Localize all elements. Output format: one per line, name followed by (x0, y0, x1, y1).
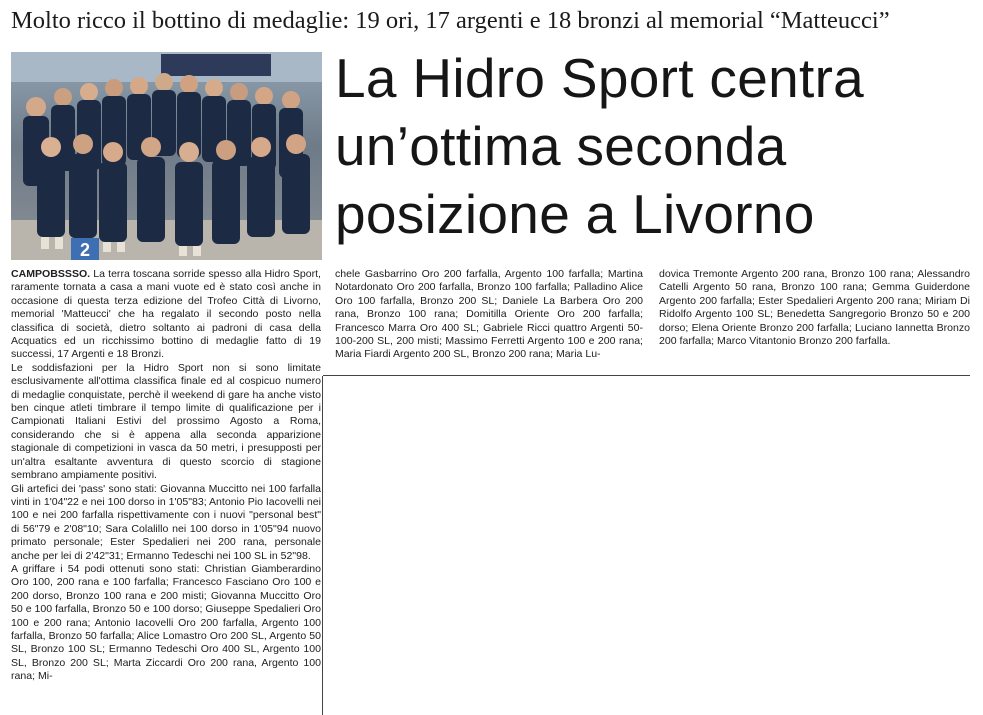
paragraph-continued: dovica Tremonte Argento 200 rana, Bronzo 100 rana; Alessandro Catelli Argento 50 rana, Bronzo 100 rana; Gemma Guiderdone Argento 200 farfalla; Ester Spedalieri Argento 200 rana; Miriam Di Ridolfo Argento 100 SL; Benedetta Sangregorio Bronzo 50 e 200 dorso; Elena Oriente Bronzo 200 farfalla; Luciano Iannetta Bronzo 200 farfalla; Marco Vitantonio Bronzo 200 farfalla. (659, 268, 970, 348)
paragraph-text: La terra toscana sorride spesso alla Hidro Sport, raramente tornata a casa a mani vuote ed è stato così anche in occasione di questa terza edizione del Trofeo Città di Livorno, memorial 'Matteucci' che ha regalato il secondo posto nella classifica di società, dietro soltanto ai padroni di casa della Acquatics ed un ricchissimo bottino di medaglie fatto di 19 successi, 17 Argenti e 18 Bronzi. (11, 268, 321, 361)
paragraph-2: Le soddisfazioni per la Hidro Sport non si sono limitate esclusivamente all'ottima classifica finale ed al cospicuo numero di medaglie conquistate, perchè il weekend di gare ha anche visto ben cinque atleti timbrare il tempo limite di qualificazione per i Campionati Italiani Estivi del prossimo Agosto a Roma, considerando che si è appena alla seconda apparizione stagionale di competizioni in vasca da 50 metri, i presupposti per un'altra esaltante avventura di questo scorcio di stagione sembrano ampiamente positivi. (11, 361, 321, 482)
paragraph-1 (11, 268, 321, 362)
horizontal-rule (323, 375, 970, 376)
paragraph-4: A griffare i 54 podi ottenuti sono stati: Christian Giamberardino Oro 100, 200 rana e 100 farfalla; Francesco Fasciano Oro 100 e 200 dorso, Bronzo 100 rana e 200 misti; Giovanna Muccitto Oro 50 e 100 farfalla, Bronzo 50 e 100 dorso; Giuseppe Spedalieri Oro 100 e 200 rana; Antonio Iacovelli Oro 200 farfalla, Argento 100 farfalla, Bronzo 50 farfalla; Alice Lomastro Oro 200 SL, Argento 50 SL, Bronzo 100 SL; Ermanno Tedeschi Oro 400 SL, Argento 100 SL, Bronzo 200 SL; Marta Ziccardi Oro 200 rana, Argento 100 rana; Mi- (11, 562, 321, 683)
kicker-subtitle: Molto ricco il bottino di medaglie: 19 ori, 17 argenti e 18 bronzi al memorial “Matteucci” (11, 7, 890, 34)
vertical-rule (322, 376, 323, 715)
team-group-photo-icon (11, 52, 322, 260)
dateline: CAMPOBSSSO. (11, 268, 91, 280)
article-column-1 (11, 268, 321, 715)
article-column-3 (659, 268, 970, 348)
podium-number: 2 (79, 240, 91, 260)
article-column-2 (335, 268, 643, 362)
paragraph-3: Gli artefici dei 'pass' sono stati: Giovanna Muccitto nei 100 farfalla vinti in 1'04"22 e nei 100 dorso in 1'05"83; Antonio Pio Iacovelli nei 100 e nei 200 farfalla rispettivamente con i nuovi "personal best" di 56"79 e 2'08"10; Sara Colalillo nei 100 dorso in 1'05"94 nuovo primato personale; Ester Spedalieri nei 200 rana, personale anche per lei di 2'42"31; Ermanno Tedeschi nei 100 SL in 52"98. (11, 482, 321, 562)
paragraph-continued: chele Gasbarrino Oro 200 farfalla, Argento 100 farfalla; Martina Notardonato Oro 200 farfalla, Bronzo 100 farfalla; Palladino Alice Oro 100 farfalla, Bronzo 200 SL; Daniele La Barbera Oro 200 rana, Bronzo 100 rana; Domitilla Oriente Oro 200 farfalla; Francesco Marra Oro 400 SL; Gabriele Ricci quattro Argenti 50-100-200 SL, 200 misti; Massimo Ferretti Argento 100 e 200 rana; Maria Fiardi Argento 200 SL, Bronzo 200 rana; Maria Lu- (335, 268, 643, 361)
headline: La Hidro Sport centra un’ottima seconda posizione a Livorno (335, 47, 865, 245)
team-group-photo (11, 52, 322, 260)
